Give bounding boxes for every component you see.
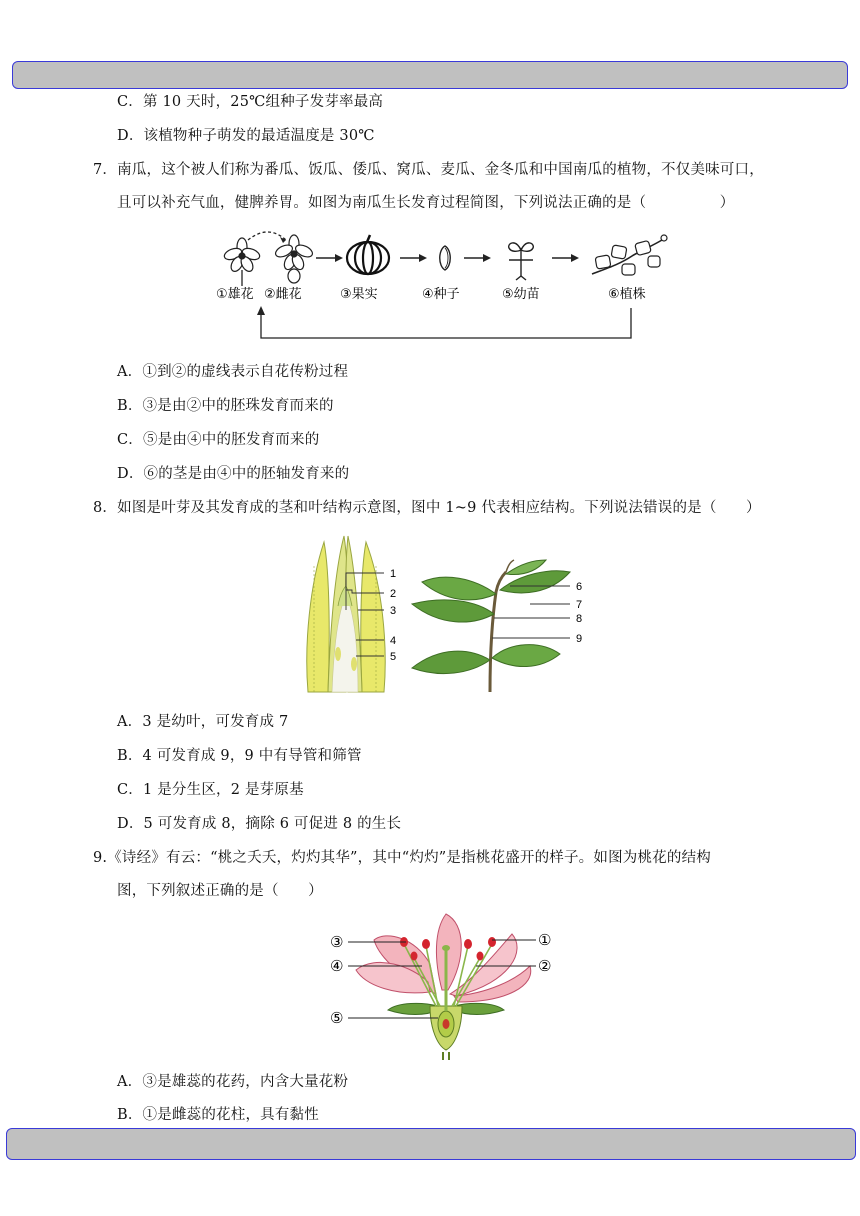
- stem-with-leaves: [412, 560, 570, 692]
- q7-stem-line1: 7．南瓜，这个被人们称为番瓜、饭瓜、倭瓜、窝瓜、麦瓜、金冬瓜和中国南瓜的植物，不仅美味可口，: [93, 162, 764, 178]
- peach-flower-figure: [326, 910, 566, 1060]
- q7-option-c: C．⑤是由④中的胚发育而来的: [117, 432, 320, 448]
- stem-label-6: 6: [576, 581, 583, 593]
- pumpkin-lifecycle-figure: [210, 228, 680, 344]
- header-bar: [12, 61, 848, 89]
- q8-option-a: A．3 是幼叶，可发育成 7: [117, 714, 289, 730]
- q7-label-seedling: ⑤幼苗: [502, 287, 540, 302]
- bud-label-3: 3: [390, 605, 397, 617]
- q8-stem: 8．如图是叶芽及其发育成的茎和叶结构示意图，图中 1~9 代表相应结构。下列说法错误的是（ ）: [93, 500, 761, 516]
- peach-flower: [356, 914, 531, 1060]
- q6-option-d: D．该植物种子萌发的最适温度是 30℃: [117, 128, 375, 144]
- q7-label-male-flower: ①雄花: [216, 287, 254, 302]
- q9-option-a: A．③是雄蕊的花药，内含大量花粉: [117, 1074, 349, 1090]
- seed-icon: [440, 246, 451, 270]
- q7-stem-line2: 且可以补充气血，健脾养胃。如图为南瓜生长发育过程简图，下列说法正确的是（ ）: [117, 195, 735, 211]
- leaf-bud-section: [307, 536, 385, 692]
- plant-icon: [592, 235, 667, 275]
- q9-stem-line2: 图，下列叙述正确的是（ ）: [117, 883, 323, 899]
- q7-option-b: B．③是由②中的胚珠发育而来的: [117, 398, 334, 414]
- bud-label-4: 4: [390, 635, 397, 647]
- stem-label-8: 8: [576, 613, 583, 625]
- q8-option-d: D．5 可发育成 8，摘除 6 可促进 8 的生长: [117, 816, 402, 832]
- flower-label-3: ③: [330, 933, 344, 951]
- female-flower-icon: [274, 235, 315, 283]
- q6-option-c: C．第 10 天时，25℃组种子发芽率最高: [117, 94, 384, 110]
- q7-label-plant: ⑥植株: [608, 287, 646, 302]
- footer-bar: [6, 1128, 856, 1160]
- seedling-icon: [509, 243, 534, 280]
- flower-label-4: ④: [330, 957, 344, 975]
- q7-label-fruit: ③果实: [340, 287, 378, 302]
- pumpkin-icon: [347, 235, 389, 274]
- stem-label-9: 9: [576, 633, 583, 645]
- leaf-bud-stem-figure: [298, 530, 594, 696]
- q7-option-d: D．⑥的茎是由④中的胚轴发育来的: [117, 466, 350, 482]
- q7-label-seed: ④种子: [422, 287, 460, 302]
- stem-label-7: 7: [576, 599, 583, 611]
- q8-option-c: C．1 是分生区，2 是芽原基: [117, 782, 304, 798]
- q8-option-b: B．4 可发育成 9，9 中有导管和筛管: [117, 748, 362, 764]
- flower-label-5: ⑤: [330, 1009, 344, 1027]
- bud-label-5: 5: [390, 651, 397, 663]
- flower-label-2: ②: [538, 957, 552, 975]
- q9-option-b: B．①是雌蕊的花柱，具有黏性: [117, 1107, 319, 1123]
- flower-label-1: ①: [538, 931, 552, 949]
- bud-label-1: 1: [390, 568, 397, 580]
- q7-option-a: A．①到②的虚线表示自花传粉过程: [117, 364, 349, 380]
- q9-stem-line1: 9.《诗经》有云：“桃之夭夭，灼灼其华”，其中“灼灼”是指桃花盛开的样子。如图为桃花的结构: [93, 850, 711, 866]
- male-flower-icon: [223, 238, 261, 286]
- q7-label-female-flower: ②雌花: [264, 287, 302, 302]
- bud-label-2: 2: [390, 588, 397, 600]
